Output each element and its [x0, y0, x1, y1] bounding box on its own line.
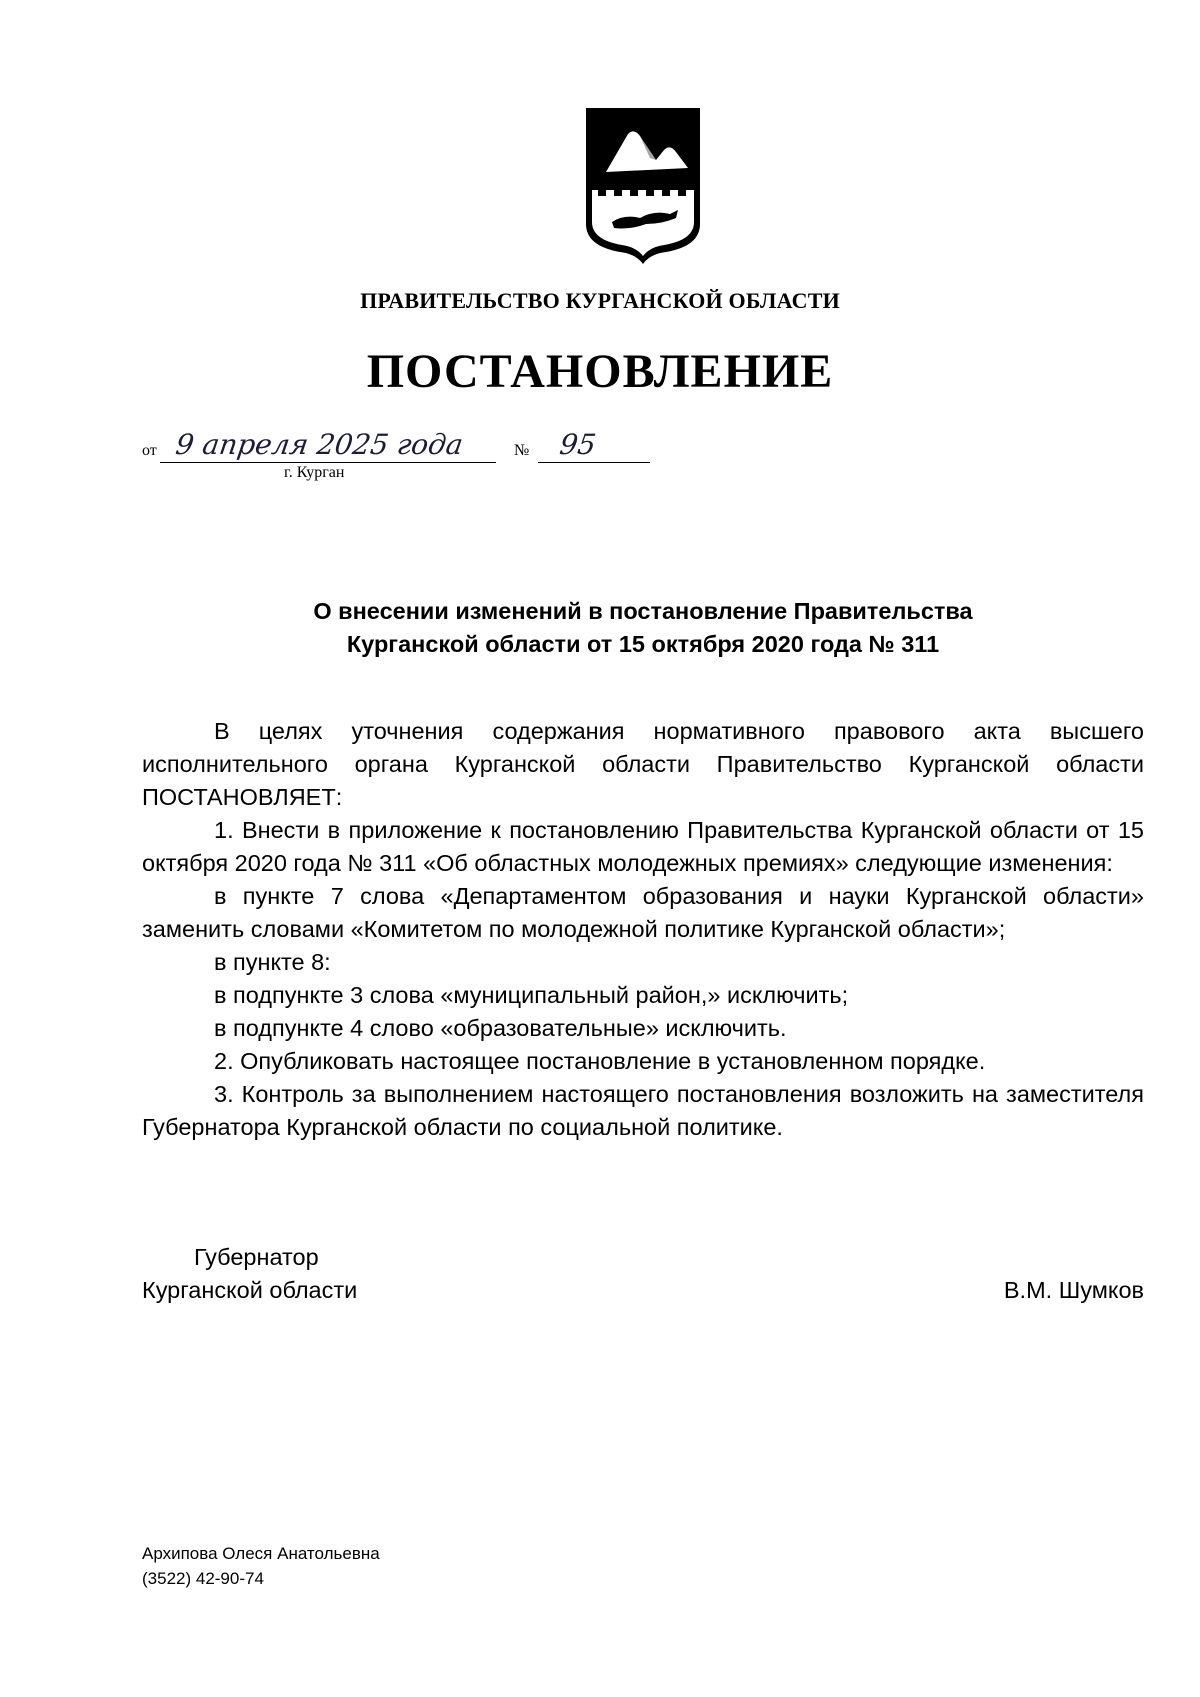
paragraph-item-1: 1. Внести в приложение к постановлению Правительства Курганской области от 15 октября 2020 года № 311 «Об областных молодежных премиях» следующие изменения: [142, 817, 1144, 876]
paragraph-item-2: 2. Опубликовать настоящее постановление в установленном порядке. [214, 1048, 986, 1074]
signatory-position [142, 1241, 357, 1307]
organization-name: ПРАВИТЕЛЬСТВО КУРГАНСКОЙ ОБЛАСТИ [360, 288, 840, 313]
number-underline [538, 462, 650, 463]
executor-phone: (3522) 42-90-74 [142, 1569, 264, 1588]
executor-name: Архипова Олеся Анатольевна [142, 1544, 380, 1563]
signatory-position-line-1: Губернатор [194, 1244, 319, 1270]
title-line-2: Курганской области от 15 октября 2020 года № 311 [346, 631, 940, 657]
signatory-position-line-2: Курганской области [142, 1277, 358, 1303]
paragraph-item-1-point-8: в пункте 8: [214, 949, 331, 975]
document-title [142, 595, 1144, 661]
number-label: № [514, 442, 530, 459]
title-line-1: О внесении изменений в постановление Правительства [313, 598, 973, 624]
executor-contact [142, 1541, 380, 1591]
paragraph-item-1-point-7: в пункте 7 слова «Департаментом образования и науки Курганской области» заменить словами «Комитетом по молодежной политике Курганской области»; [142, 883, 1144, 942]
from-label: от [142, 442, 157, 459]
paragraph-item-3: 3. Контроль за выполнением настоящего постановления возложить на заместителя Губернатора Курганской области по социальной политике. [142, 1081, 1144, 1140]
date-number-row [142, 428, 662, 468]
signatory-name: В.М. Шумков [1003, 1277, 1144, 1303]
handwritten-date: 9 апреля 2025 года [173, 428, 466, 461]
city-label: г. Курган [284, 464, 345, 481]
paragraph-subpoint-3: в подпункте 3 слова «муниципальный район,» исключить; [214, 982, 849, 1008]
coat-of-arms-icon [584, 106, 702, 266]
date-underline [160, 462, 496, 463]
document-type: ПОСТАНОВЛЕНИЕ [366, 345, 834, 398]
paragraph-preamble: В целях уточнения содержания нормативного правового акта высшего исполнительного органа Курганской области Правительство Курганской области ПОСТАНОВЛЯЕТ: [142, 718, 1144, 810]
handwritten-number: 95 [557, 428, 598, 461]
paragraph-subpoint-4: в подпункте 4 слово «образовательные» исключить. [214, 1015, 787, 1041]
document-body [142, 715, 1144, 1144]
